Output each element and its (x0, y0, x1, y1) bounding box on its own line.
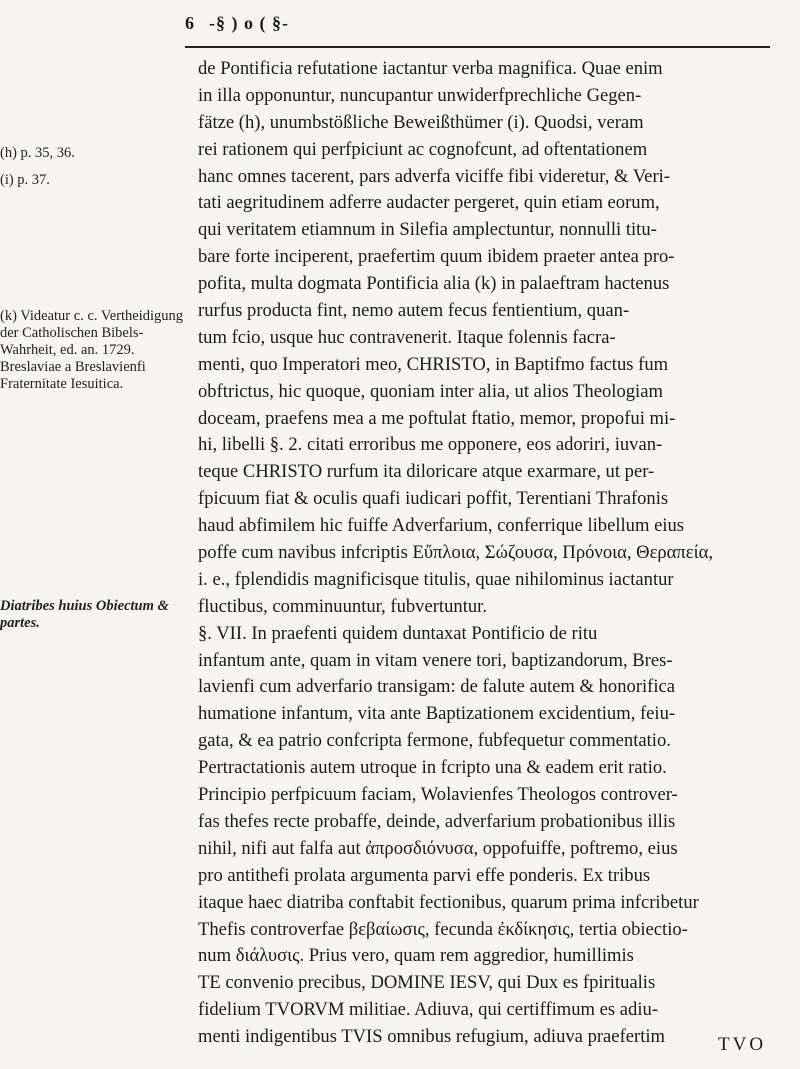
text-line: doceam, praefens mea a me poftulat ftatio, memor, propofui mi- (198, 407, 676, 429)
text-line: pro antithefi prolata argumenta parvi effe ponderis. Ex tribus (198, 864, 651, 886)
body-text (198, 56, 773, 1051)
text-line: nihil, nifi aut falfa aut ἀπροσδιόνυσα, oppofuiffe, poftremo, eius (198, 837, 678, 859)
text-line: tum fcio, usque huc contravenerit. Itaque folennis facra- (198, 326, 616, 348)
text-line: menti, quo Imperatori meo, CHRISTO, in Baptifmo factus fum (198, 353, 669, 375)
text-line: fas thefes recte probaffe, deinde, adverfarium probationibus illis (198, 810, 676, 832)
text-line: rei rationem qui perfpiciunt ac cognofcunt, ad oftentationem (198, 138, 648, 160)
text-line: de Pontificia refutatione iactantur verba magnifica. Quae enim (198, 58, 663, 79)
catchword: TVO (718, 1034, 767, 1055)
text-line: fidelium TVORVM militiae. Adiuva, qui certiffimum es adiu- (198, 999, 659, 1021)
page-number: 6 (185, 12, 195, 33)
header-rule (185, 46, 770, 48)
margin-note-diatribes: Diatribes huius Obiectum & partes. (0, 598, 169, 631)
text-line: menti indigentibus TVIS omnibus refugium, adiuva praefertim (198, 1026, 665, 1048)
text-line: obftrictus, hic quoque, quoniam inter alia, ut alios Theologiam (198, 380, 663, 402)
text-line: pofita, multa dogmata Pontificia alia (k) in palaeftram hactenus (198, 273, 670, 295)
header-ornament: -§ ) o ( §- (209, 12, 289, 33)
text-line: i. e., fplendidis magnificisque titulis, quae nihilominus iactantur (198, 568, 674, 590)
text-line: hi, libelli §. 2. citati erroribus me opponere, eos adoriri, iuvan- (198, 434, 663, 456)
text-line: rurfus producta fint, nemo autem fecus fentientium, quan- (198, 300, 630, 322)
text-line: Thefis controverfae βεβαίωσις, fecunda ἐκδίκησις, tertia obiectio- (198, 918, 688, 940)
text-line: Principio perfpicuum faciam, Wolavienfes Theologos controver- (198, 784, 678, 806)
text-line: teque CHRISTO rurfum ita diloricare atque exarmare, ut per- (198, 461, 655, 483)
text-line: Pertractationis autem utroque in fcripto una & eadem erit ratio. (198, 757, 667, 779)
text-line: haud abfimilem hic fuiffe Adverfarium, conferrique libellum eius (198, 515, 685, 537)
text-line: poffe cum navibus infcriptis Εὔπλοια, Σώζουσα, Πρόνοια, Θεραπεία, (198, 542, 714, 564)
text-line: itaque haec diatriba conftabit fectionibus, quarum prima infcribetur (198, 891, 699, 913)
text-line: fluctibus, comminuuntur, fubvertuntur. (198, 595, 487, 617)
text-line: tati aegritudinem adferre audacter pergeret, quin etiam eorum, (198, 192, 660, 214)
text-line: lavienfi cum adverfario transigam: de falute autem & honorifica (198, 676, 676, 698)
text-line: fpicuum fiat & oculis quafi iudicari poffit, Terentiani Thrafonis (198, 488, 669, 510)
text-line: TE convenio precibus, DOMINE IESV, qui Dux es fpiritualis (198, 972, 656, 994)
text-line: num διάλυσις. Prius vero, quam rem aggredior, humillimis (198, 945, 634, 967)
margin-note-h: (h) p. 35, 36. (0, 145, 75, 161)
text-line: in illa opponuntur, nuncupantur unwiderfprechliche Gegen- (198, 84, 642, 106)
margin-note-k: (k) Videatur c. c. Vertheidigung der Catholischen Bibels-Wahrheit, ed. an. 1729. Breslaviae a Breslavienfi Fraternitate Iesuitica. (0, 308, 184, 392)
text-line: bare forte inciperent, praefertim quum ibidem praeter antea pro- (198, 246, 675, 268)
text-line: gata, & ea patrio confcripta fermone, fubfequetur commentatio. (198, 730, 671, 752)
text-line: humatione infantum, vita ante Baptizationem excidentium, feiu- (198, 703, 676, 725)
text-line: qui veritatem etiamnum in Silefia amplectuntur, nonnulli titu- (198, 219, 657, 241)
margin-note-i: (i) p. 37. (0, 172, 50, 188)
text-line: hanc omnes tacerent, pars adverfa viciffe fibi videretur, & Veri- (198, 165, 670, 187)
text-line: infantum ante, quam in vitam venere tori, baptizandorum, Bres- (198, 649, 673, 671)
text-line: §. VII. In praefenti quidem duntaxat Pontificio de ritu (198, 622, 598, 644)
page-header (185, 10, 425, 36)
text-line: fätze (h), unumbstößliche Beweißthümer (i). Quodsi, veram (198, 111, 644, 133)
